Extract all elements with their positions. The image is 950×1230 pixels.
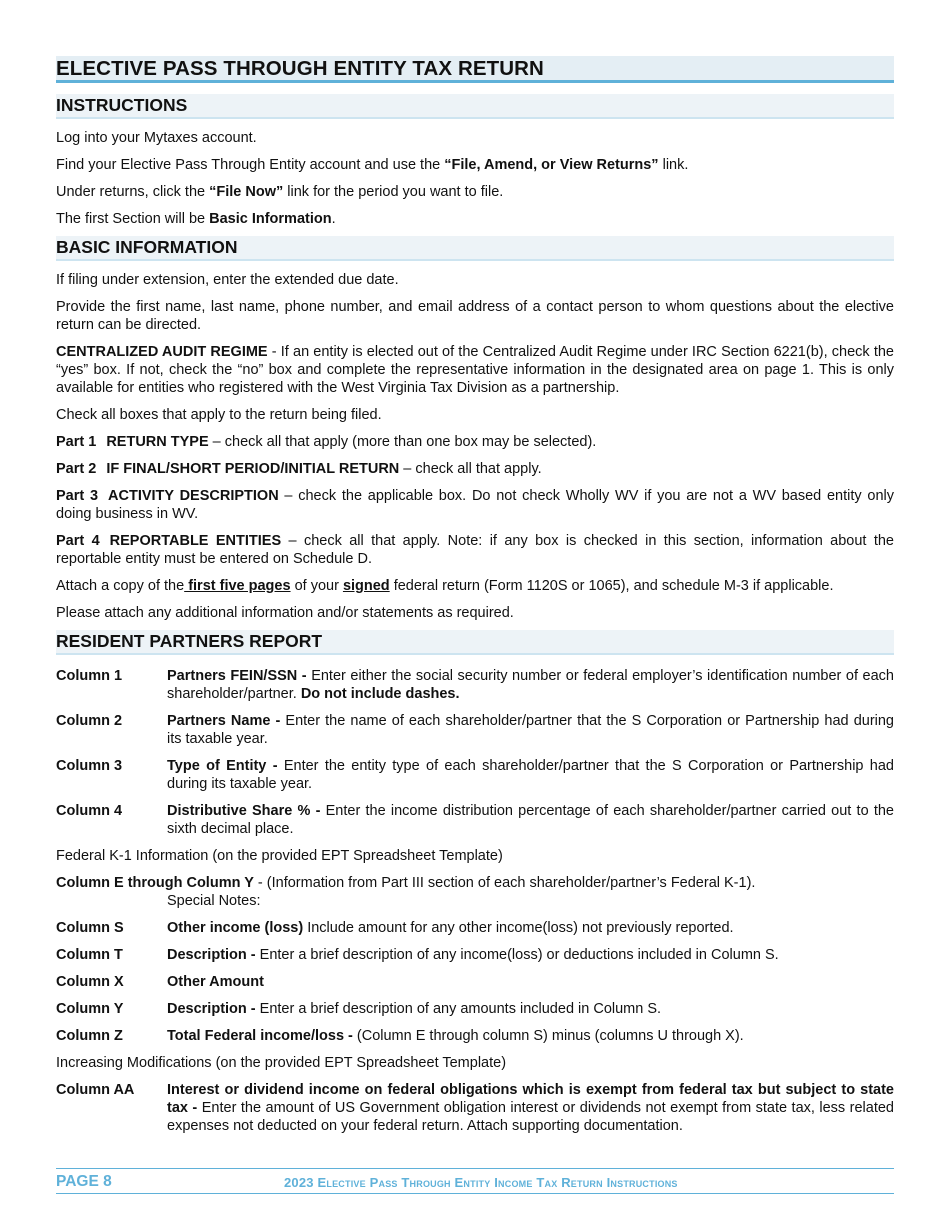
instructions-p4: The first Section will be Basic Information. bbox=[56, 211, 336, 227]
section-heading: INSTRUCTIONS bbox=[56, 95, 188, 115]
part-2: Part 2 IF FINAL/SHORT PERIOD/INITIAL RETURN – check all that apply. bbox=[56, 461, 542, 477]
column-description: Partners Name - Enter the name of each shareholder/partner that the S Corporation or Partnership had during its taxable year. bbox=[167, 713, 894, 747]
column-row bbox=[56, 712, 894, 748]
instructions-p3: Under returns, click the “File Now” link for the period you want to file. bbox=[56, 184, 504, 200]
column-label: Column 4 bbox=[56, 803, 123, 819]
section-heading: BASIC INFORMATION bbox=[56, 237, 238, 257]
instructions-p2: Find your Elective Pass Through Entity account and use the “File, Amend, or View Returns” link. bbox=[56, 157, 689, 173]
k1-note: Federal K-1 Information (on the provided EPT Spreadsheet Template) bbox=[56, 848, 503, 864]
column-label: Column X bbox=[56, 974, 124, 990]
column-description: Partners FEIN/SSN - Enter either the social security number or federal employer’s identification number of each shareholder/partner. Do not include dashes. bbox=[167, 668, 894, 702]
column-description: Description - Enter a brief description of any amounts included in Column S. bbox=[167, 1001, 662, 1017]
column-label: Column 1 bbox=[56, 668, 123, 684]
special-notes: Special Notes: bbox=[167, 893, 261, 909]
part-4: Part 4 REPORTABLE ENTITIES – check all that apply. Note: if any box is checked in this section, information about the reportable entity must be entered on Schedule D. bbox=[56, 533, 894, 567]
page-footer bbox=[56, 1168, 894, 1194]
footer-title: 2023 Elective Pass Through Entity Income Tax Return Instructions bbox=[284, 1175, 678, 1190]
instructions-p1: Log into your Mytaxes account. bbox=[56, 130, 257, 146]
section-instructions-header bbox=[56, 94, 894, 119]
part-3: Part 3 ACTIVITY DESCRIPTION – check the applicable box. Do not check Wholly WV if you are not a WV based entity only doing business in WV. bbox=[56, 488, 894, 522]
basic-p2: Provide the first name, last name, phone number, and email address of a contact person to whom questions about the elective return can be directed. bbox=[56, 299, 894, 333]
column-label: Column 2 bbox=[56, 713, 123, 729]
centralized-audit-regime: CENTRALIZED AUDIT REGIME - If an entity is elected out of the Centralized Audit Regime under IRC Section 6221(b), check the “yes” box. If not, check the “no” box and complete the representative information in the designated area on page 1. This is only available for entities who registered with the West Virginia Tax Division as a partnership. bbox=[56, 344, 894, 396]
column-description: Other Amount bbox=[167, 974, 264, 990]
basic-p4: Check all boxes that apply to the return being filed. bbox=[56, 407, 382, 423]
document-page bbox=[56, 56, 894, 1135]
section-resident-header bbox=[56, 630, 894, 655]
column-row bbox=[56, 1000, 894, 1018]
basic-p1: If filing under extension, enter the extended due date. bbox=[56, 272, 399, 288]
section-heading: RESIDENT PARTNERS REPORT bbox=[56, 631, 323, 651]
column-label: Column Z bbox=[56, 1028, 123, 1044]
column-row bbox=[56, 1027, 894, 1045]
page-title: ELECTIVE PASS THROUGH ENTITY TAX RETURN bbox=[56, 57, 544, 80]
column-row bbox=[56, 802, 894, 838]
section-basic-header bbox=[56, 236, 894, 261]
column-row bbox=[56, 973, 894, 991]
column-row bbox=[56, 919, 894, 937]
page-number: PAGE 8 bbox=[56, 1173, 112, 1190]
column-row bbox=[56, 757, 894, 793]
part-1: Part 1 RETURN TYPE – check all that apply (more than one box may be selected). bbox=[56, 434, 597, 450]
attach-additional: Please attach any additional information and/or statements as required. bbox=[56, 605, 514, 621]
column-description: Interest or dividend income on federal obligations which is exempt from federal tax but subject to state tax - Enter the amount of US Government obligation interest or dividends not exempt from state tax, less related expenses not deducted on your federal return. Attach supporting documentation. bbox=[167, 1082, 894, 1134]
column-label: Column T bbox=[56, 947, 123, 963]
column-description: Total Federal income/loss - (Column E through column S) minus (columns U through X). bbox=[167, 1028, 744, 1044]
column-row bbox=[56, 1081, 894, 1135]
column-label: Column AA bbox=[56, 1082, 135, 1098]
column-label: Column S bbox=[56, 920, 124, 936]
column-e-through-y: Column E through Column Y - (Information from Part III section of each shareholder/partner’s Federal K-1). bbox=[56, 875, 756, 891]
column-description: Type of Entity - Enter the entity type of each shareholder/partner that the S Corporation or Partnership had during its taxable year. bbox=[167, 758, 894, 792]
increasing-modifications-note: Increasing Modifications (on the provided EPT Spreadsheet Template) bbox=[56, 1055, 507, 1071]
title-bar bbox=[56, 56, 894, 83]
column-label: Column 3 bbox=[56, 758, 123, 774]
column-row bbox=[56, 946, 894, 964]
column-description: Description - Enter a brief description of any income(loss) or deductions included in Column S. bbox=[167, 947, 779, 963]
column-description: Distributive Share % - Enter the income distribution percentage of each shareholder/partner carried out to the sixth decimal place. bbox=[167, 803, 894, 837]
column-label: Column Y bbox=[56, 1001, 124, 1017]
attach-federal-return: Attach a copy of the first five pages of your signed federal return (Form 1120S or 1065), and schedule M-3 if applicable. bbox=[56, 578, 834, 594]
column-description: Other income (loss) Include amount for any other income(loss) not previously reported. bbox=[167, 920, 734, 936]
column-row bbox=[56, 667, 894, 703]
